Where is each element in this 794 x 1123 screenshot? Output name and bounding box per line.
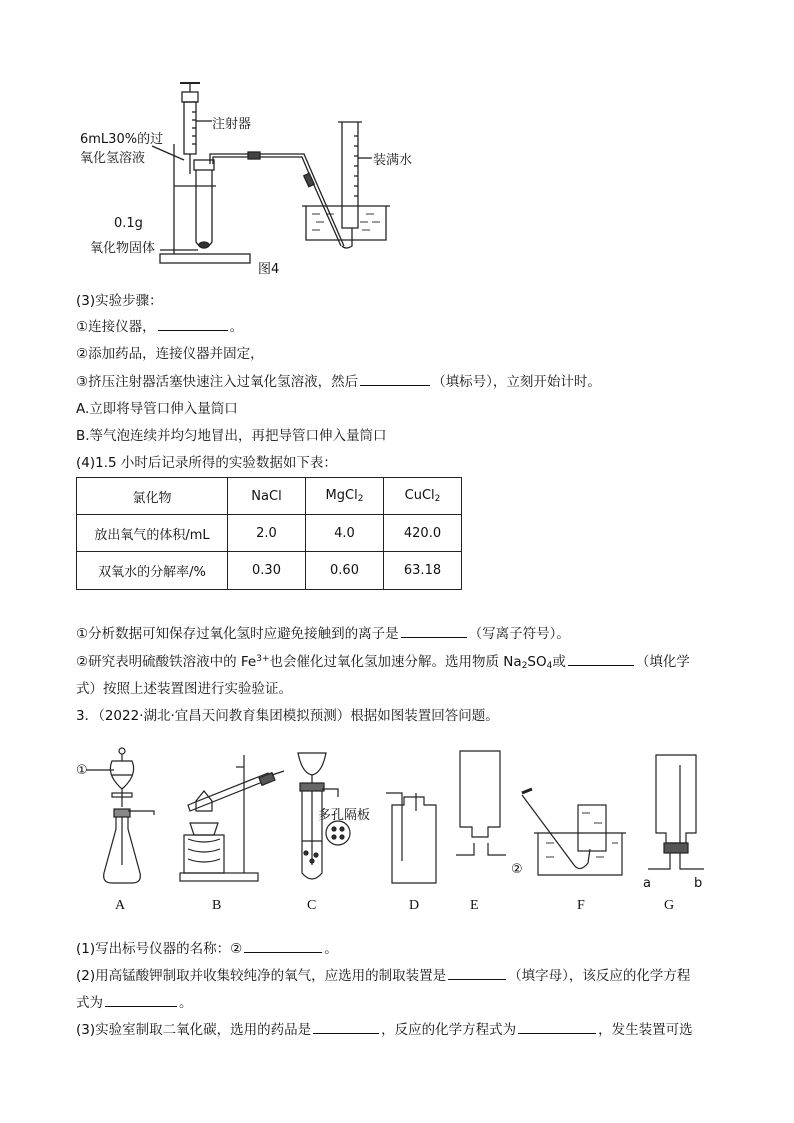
answer-blank[interactable] <box>448 978 506 980</box>
analysis-2 <box>76 650 690 671</box>
data-table <box>76 477 462 590</box>
q3-part-1-text: (1)写出标号仪器的名称：② <box>76 941 243 957</box>
option-b: B.等气泡连续并均匀地冒出，再把导管口伸入量筒口 <box>76 428 387 444</box>
q3-part-2-line2-end: 。 <box>179 995 193 1011</box>
solid-label-1: 0.1g <box>114 216 143 231</box>
step-3-text: ③挤压注射器活塞快速注入过氧化氢溶液，然后 <box>76 374 359 390</box>
analysis-2-end: （填化学 <box>635 654 690 670</box>
table-row <box>77 515 462 552</box>
table-cell: 0.60 <box>306 552 384 590</box>
q3-part-3-mid: ，反应的化学方程式为 <box>381 1022 517 1038</box>
answer-blank[interactable] <box>313 1032 379 1034</box>
table-header-cell: NaCl <box>228 478 306 515</box>
answer-blank[interactable] <box>158 329 228 331</box>
analysis-1 <box>76 622 570 642</box>
q3-part-3-end: ，发生装置可选 <box>598 1022 693 1038</box>
question-3-title: 3．（2022·湖北·宜昌天问教育集团模拟预测）根据如图装置回答问题。 <box>76 708 499 724</box>
q3-part-1 <box>76 937 338 957</box>
subscript: 2 <box>521 661 528 671</box>
table-header-cell: MgCl$_2$ <box>306 478 384 515</box>
apparatus-letter-b: B <box>212 898 222 913</box>
apparatus-letter-a: A <box>115 898 126 913</box>
analysis-1-text: ①分析数据可知保存过氧化氢时应避免接触到的离子是 <box>76 626 399 642</box>
analysis-2-mid: 也会催化过氧化氢加速分解。选用物质 Na <box>269 654 522 670</box>
analysis-2-or: 或 <box>552 654 566 670</box>
port-a-label: a <box>643 876 651 891</box>
port-b-label: b <box>694 876 703 891</box>
answer-blank[interactable] <box>401 636 467 638</box>
table-cell: 4.0 <box>306 515 384 552</box>
table-header-cell: 氯化物 <box>77 478 228 515</box>
step-1-text: ①连接仪器， <box>76 319 156 335</box>
table-cell: 63.18 <box>384 552 462 590</box>
solution-label-1: 6mL30%的过 <box>80 132 164 147</box>
analysis-1-end: （写离子符号）。 <box>468 626 570 642</box>
q3-part-1-end: 。 <box>324 941 338 957</box>
table-cell: 双氧水的分解率/% <box>77 552 228 590</box>
step-2: ②添加药品，连接仪器并固定， <box>76 346 264 362</box>
table-header-row <box>77 478 462 515</box>
subscript: 4 <box>546 661 553 671</box>
q3-part-3 <box>76 1018 693 1038</box>
analysis-2-text: ②研究表明硫酸铁溶液中的 Fe <box>76 654 257 670</box>
apparatus-letter-f: F <box>577 898 585 913</box>
option-a: A.立即将导管口伸入量筒口 <box>76 401 238 417</box>
step-3 <box>76 370 601 390</box>
figure-4-caption: 图4 <box>258 262 280 277</box>
answer-blank[interactable] <box>105 1005 177 1007</box>
q3-part-3-text: (3)实验室制取二氧化碳，选用的药品是 <box>76 1022 312 1038</box>
sulfate: SO <box>527 654 547 670</box>
answer-blank[interactable] <box>568 664 634 666</box>
marker-1: ① <box>76 763 88 778</box>
analysis-2-line2: 式）按照上述装置图进行实验验证。 <box>76 681 292 697</box>
syringe-label: 注射器 <box>212 117 252 132</box>
q3-part-2-text: (2)用高锰酸钾制取并收集较纯净的氧气，应选用的制取装置是 <box>76 968 447 984</box>
answer-blank[interactable] <box>244 951 322 953</box>
step-1-end: 。 <box>229 319 244 335</box>
step-3-end: （填标号），立刻开始计时。 <box>432 374 601 390</box>
solution-label-2: 氧化氢溶液 <box>80 151 146 166</box>
table-cell: 放出氧气的体积/mL <box>77 515 228 552</box>
apparatus-letter-d: D <box>409 898 420 913</box>
marker-2: ② <box>511 862 523 877</box>
answer-blank[interactable] <box>360 384 430 386</box>
step-1 <box>76 315 243 335</box>
porous-plate-label: 多孔隔板 <box>318 808 371 823</box>
steps-heading: (3)实验步骤： <box>76 293 163 309</box>
ion-charge: 3+ <box>256 654 270 664</box>
table-header-cell: CuCl$_2$ <box>384 478 462 515</box>
table-intro: (4)1.5 小时后记录所得的实验数据如下表： <box>76 455 337 471</box>
apparatus-letter-g: G <box>664 898 675 913</box>
apparatus-letter-e: E <box>470 898 479 913</box>
table-cell: 0.30 <box>228 552 306 590</box>
q3-part-2-line2 <box>76 991 193 1011</box>
q3-part-2 <box>76 964 690 984</box>
q3-part-2-end: （填字母），该反应的化学方程 <box>508 968 691 984</box>
table-cell: 2.0 <box>228 515 306 552</box>
apparatus-letter-c: C <box>307 898 317 913</box>
cylinder-label: 装满水 <box>373 153 413 168</box>
solid-label-2: 氧化物固体 <box>90 241 156 256</box>
table-row <box>77 552 462 590</box>
q3-part-2-line2-text: 式为 <box>76 995 103 1011</box>
question-3-apparatus <box>76 745 716 895</box>
table-cell: 420.0 <box>384 515 462 552</box>
answer-blank[interactable] <box>518 1032 596 1034</box>
